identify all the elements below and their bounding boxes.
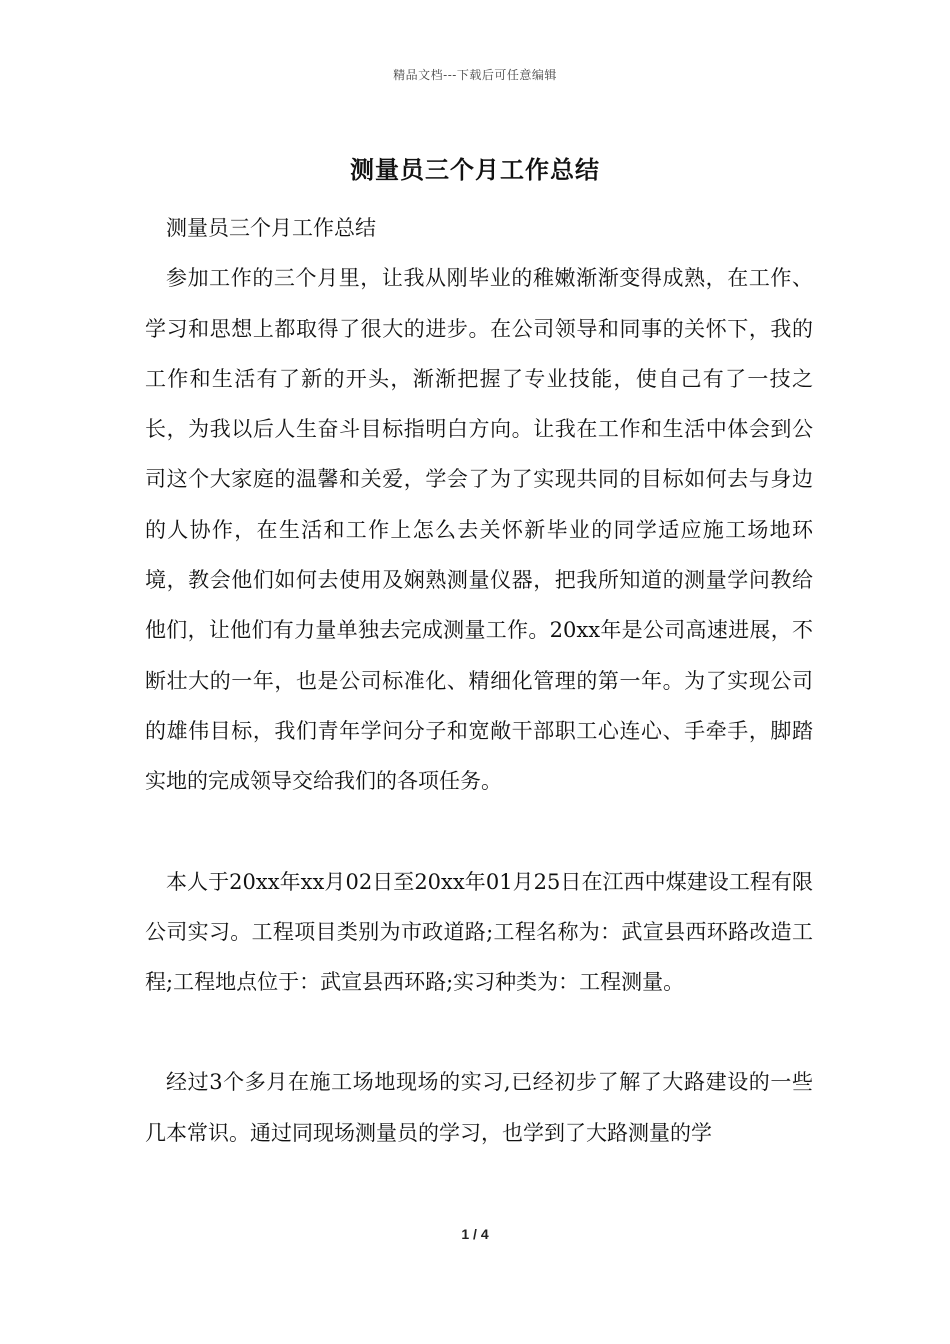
header-note: 精品文档---下载后可任意编辑 bbox=[393, 68, 557, 82]
document-title: 测量员三个月工作总结 bbox=[350, 155, 600, 184]
page-number: 1 / 4 bbox=[461, 1226, 489, 1242]
document-subtitle: 测量员三个月工作总结 bbox=[166, 216, 376, 240]
paragraph-internship: 本人于20xx年xx月02日至20xx年01月25日在江西中煤建设工程有限公司实习。工程项目类别为市政道路;工程名称为：武宣县西环路改造工程;工程地点位于：武宣县西环路;实习种类为：工程测量。 bbox=[145, 869, 813, 995]
paragraph-intro: 参加工作的三个月里，让我从刚毕业的稚嫩渐渐变得成熟，在工作、学习和思想上都取得了很大的进步。在公司领导和同事的关怀下，我的工作和生活有了新的开头，渐渐把握了专业技能，使自己有了一技之长，为我以后人生奋斗目标指明白方向。让我在工作和生活中体会到公司这个大家庭的温馨和关爱，学会了为了实现共同的目标如何去与身边的人协作，在生活和工作上怎么去关怀新毕业的同学适应施工场地环境，教会他们如何去使用及娴熟测量仪器，把我所知道的测量学问教给他们，让他们有力量单独去完成测量工作。20xx年是公司高速进展，不断壮大的一年，也是公司标准化、精细化管理的第一年。为了实现公司的雄伟目标，我们青年学问分子和宽敞干部职工心连心、手牵手，脚踏实地的完成领导交给我们的各项任务。 bbox=[145, 266, 813, 794]
paragraph-experience: 经过3个多月在施工场地现场的实习,已经初步了解了大路建设的一些几本常识。通过同现场测量员的学习，也学到了大路测量的学 bbox=[145, 1070, 813, 1145]
document-body bbox=[145, 203, 813, 1158]
